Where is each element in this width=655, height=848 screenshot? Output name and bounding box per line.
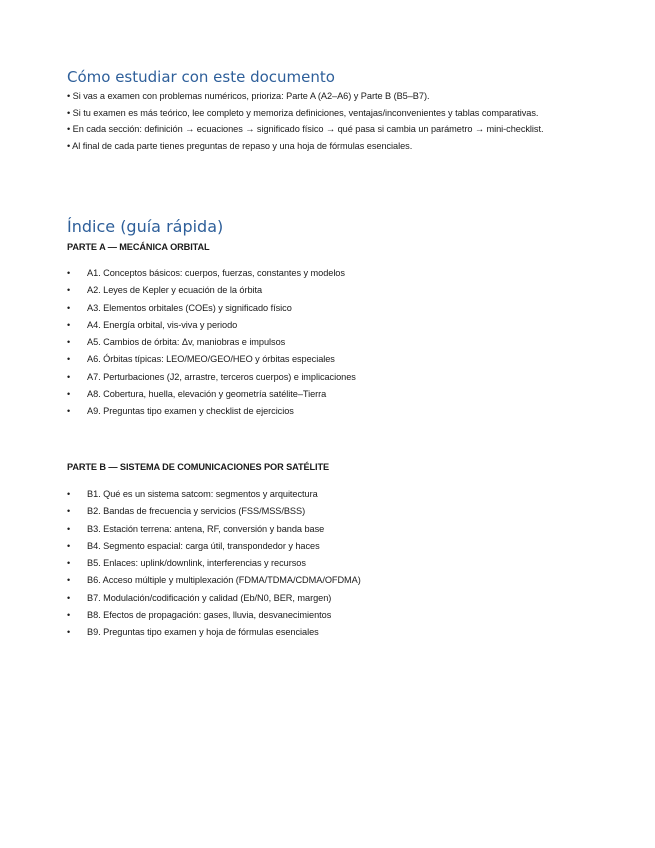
toc-link-b7[interactable] xyxy=(67,590,615,607)
toc-link-b4[interactable] xyxy=(67,538,615,555)
toc-label: B1. Qué es un sistema satcom: segmentos y arquitectura xyxy=(87,489,318,499)
bullet-icon: • xyxy=(67,575,71,586)
index-section xyxy=(67,217,615,237)
bullet-icon: • xyxy=(67,268,71,278)
toc-label: B2. Bandas de frecuencia y servicios (FSS/MSS/BSS) xyxy=(87,506,306,517)
bullet-icon: • xyxy=(67,627,71,638)
toc-label: B9. Preguntas tipo examen y hoja de fórmulas esenciales xyxy=(87,627,319,638)
toc-link-b5[interactable] xyxy=(67,555,615,572)
toc-label: A7. Perturbaciones (J2, arrastre, terceros cuerpos) e implicaciones xyxy=(87,371,356,382)
toc-label: B7. Modulación/codificación y calidad (Eb/N0, BER, margen) xyxy=(87,592,332,603)
toc-link-a4[interactable] xyxy=(67,317,615,334)
index-title: Índice (guía rápida) xyxy=(67,217,224,236)
toc-label: A1. Conceptos básicos: cuerpos, fuerzas, constantes y modelos xyxy=(87,268,345,278)
toc-link-a8[interactable] xyxy=(67,386,615,403)
toc-link-a5[interactable] xyxy=(67,334,615,351)
toc-link-a2[interactable] xyxy=(67,282,615,299)
toc-link-a3[interactable] xyxy=(67,300,615,317)
toc-label: B4. Segmento espacial: carga útil, transpondedor y haces xyxy=(87,540,320,551)
toc-label: B5. Enlaces: uplink/downlink, interferencias y recursos xyxy=(87,558,306,569)
bullet-icon: • xyxy=(67,371,71,382)
toc-link-a9[interactable] xyxy=(67,403,615,420)
toc-link-a7[interactable] xyxy=(67,369,615,386)
bullet-icon: • xyxy=(67,540,71,551)
toc-label: A8. Cobertura, huella, elevación y geometría satélite–Tierra xyxy=(87,389,327,400)
bullet-icon: • xyxy=(67,558,71,569)
toc-link-b2[interactable] xyxy=(67,503,615,520)
part-b-section xyxy=(67,461,615,473)
toc-label: B8. Efectos de propagación: gases, lluvia, desvanecimientos xyxy=(87,610,332,621)
toc-link-b8[interactable] xyxy=(67,607,615,624)
study-guide-list xyxy=(67,88,615,154)
toc-link-b1[interactable] xyxy=(67,486,615,503)
study-guide-section xyxy=(67,68,615,154)
toc-label: A3. Elementos orbitales (COEs) y significado físico xyxy=(87,302,292,313)
guide-item: • Si vas a examen con problemas numéricos, prioriza: Parte A (A2–A6) y Parte B (B5–B7). xyxy=(67,91,430,101)
bullet-icon: • xyxy=(67,337,71,348)
toc-link-a6[interactable] xyxy=(67,351,615,368)
bullet-icon: • xyxy=(67,523,71,534)
toc-label: B6. Acceso múltiple y multiplexación (FDMA/TDMA/CDMA/OFDMA) xyxy=(87,575,361,586)
toc-label: A4. Energía orbital, vis-viva y periodo xyxy=(87,319,238,330)
part-a-section xyxy=(67,241,615,253)
bullet-icon: • xyxy=(67,406,71,417)
study-guide-title: Cómo estudiar con este documento xyxy=(67,68,335,86)
bullet-icon: • xyxy=(67,506,71,517)
guide-item: • En cada sección: definición → ecuaciones → significado físico → qué pasa si cambia un parámetro → mini-checklist. xyxy=(67,124,544,135)
part-b-toc xyxy=(67,486,615,642)
toc-label: B3. Estación terrena: antena, RF, conversión y banda base xyxy=(87,523,325,534)
bullet-icon: • xyxy=(67,592,71,603)
toc-label: A2. Leyes de Kepler y ecuación de la órbita xyxy=(87,285,263,296)
toc-link-b9[interactable] xyxy=(67,624,615,641)
bullet-icon: • xyxy=(67,354,71,365)
part-a-toc xyxy=(67,265,615,421)
bullet-icon: • xyxy=(67,319,71,330)
guide-item: • Al final de cada parte tienes preguntas de repaso y una hoja de fórmulas esenciales. xyxy=(67,140,413,151)
toc-label: A5. Cambios de órbita: Δv, maniobras e impulsos xyxy=(87,337,286,348)
toc-link-b3[interactable] xyxy=(67,521,615,538)
bullet-icon: • xyxy=(67,389,71,400)
bullet-icon: • xyxy=(67,302,71,313)
toc-link-b6[interactable] xyxy=(67,572,615,589)
part-a-heading: PARTE A — MECÁNICA ORBITAL xyxy=(67,242,210,252)
toc-label: A9. Preguntas tipo examen y checklist de ejercicios xyxy=(87,406,294,417)
toc-link-a1[interactable] xyxy=(67,265,615,282)
toc-label: A6. Órbitas típicas: LEO/MEO/GEO/HEO y órbitas especiales xyxy=(87,354,335,365)
bullet-icon: • xyxy=(67,285,71,296)
part-b-heading: PARTE B — SISTEMA DE COMUNICACIONES POR SATÉLITE xyxy=(67,462,329,472)
guide-item: • Si tu examen es más teórico, lee completo y memoriza definiciones, ventajas/inconvenientes y tablas comparativas. xyxy=(67,107,539,118)
bullet-icon: • xyxy=(67,610,71,621)
bullet-icon: • xyxy=(67,489,71,499)
